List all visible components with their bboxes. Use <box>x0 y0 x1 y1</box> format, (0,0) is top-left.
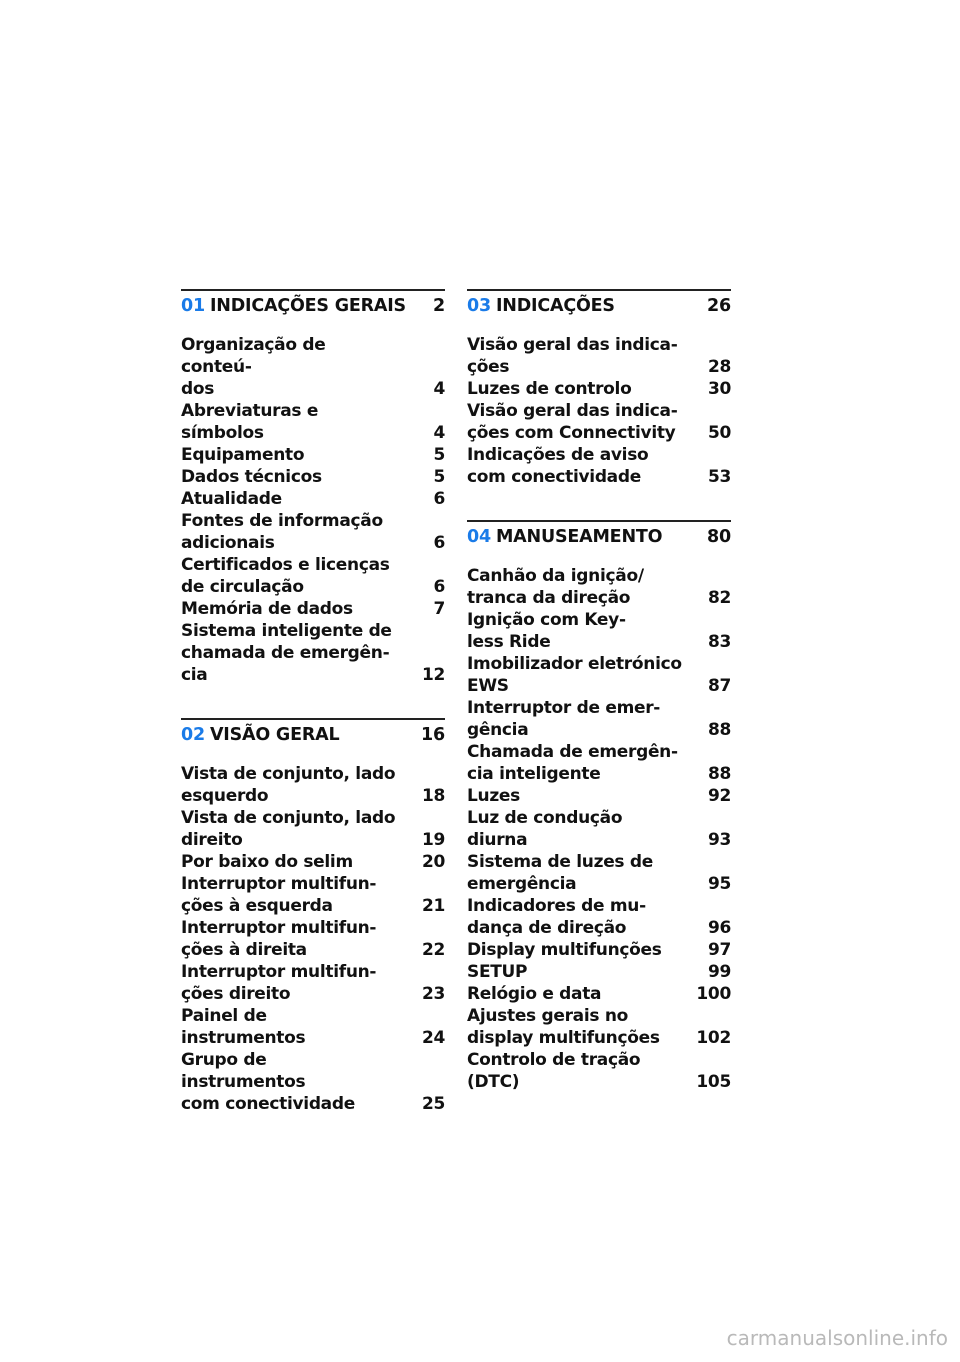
toc-entry[interactable] <box>467 807 731 851</box>
entry-page-number: 87 <box>707 676 731 696</box>
section-page-number: 26 <box>707 296 731 316</box>
toc-entry[interactable] <box>181 510 445 554</box>
entry-title: Luzes <box>467 786 520 806</box>
section-title-group <box>467 527 662 547</box>
entry-page-number: 6 <box>433 533 445 553</box>
entry-page-number: 20 <box>421 852 445 872</box>
entry-page-number: 5 <box>433 467 445 487</box>
toc-entry[interactable] <box>467 400 731 444</box>
entry-title: Interruptor multifun- ções à direita <box>181 918 377 960</box>
entry-page-number: 7 <box>433 599 445 619</box>
entry-title: SETUP <box>467 962 528 982</box>
section-title: INDICAÇÕES GERAIS <box>209 296 406 316</box>
entry-page-number: 53 <box>707 467 731 487</box>
entry-title: Sistema inteligente de chamada de emergên- cia <box>181 621 392 685</box>
toc-entry[interactable] <box>467 895 731 939</box>
entry-title: Atualidade <box>181 489 282 509</box>
toc-entry[interactable] <box>467 961 731 983</box>
entry-title: Imobilizador eletrónico EWS <box>467 654 682 696</box>
entry-page-number: 105 <box>696 1072 731 1092</box>
toc-entry[interactable] <box>467 939 731 961</box>
entry-title: Vista de conjunto, lado direito <box>181 808 396 850</box>
entry-title: Display multifunções <box>467 940 662 960</box>
entry-title: Por baixo do selim <box>181 852 353 872</box>
entry-page-number: 4 <box>433 423 445 443</box>
section-page-number: 2 <box>433 296 445 316</box>
entry-page-number: 99 <box>707 962 731 982</box>
entry-title: Memória de dados <box>181 599 353 619</box>
section-title-group <box>181 296 406 316</box>
entry-title: Organização de conteú- dos <box>181 335 326 399</box>
section-header[interactable] <box>467 520 731 555</box>
entry-page-number: 92 <box>707 786 731 806</box>
section-header[interactable] <box>181 718 445 753</box>
entry-title: Luzes de controlo <box>467 379 632 399</box>
entry-page-number: 97 <box>707 940 731 960</box>
toc-entry[interactable] <box>181 807 445 851</box>
toc-entry[interactable] <box>467 378 731 400</box>
toc-entry[interactable] <box>181 488 445 510</box>
entry-list <box>181 334 445 686</box>
toc-section <box>467 520 731 1093</box>
toc-entry[interactable] <box>467 334 731 378</box>
entry-page-number: 12 <box>421 665 445 685</box>
toc-entry[interactable] <box>467 565 731 609</box>
toc-entry[interactable] <box>181 400 445 444</box>
entry-title: Certificados e licenças de circulação <box>181 555 390 597</box>
entry-title: Fontes de informação adicionais <box>181 511 383 553</box>
toc-entry[interactable] <box>467 785 731 807</box>
toc-entry[interactable] <box>181 763 445 807</box>
toc-entry[interactable] <box>467 741 731 785</box>
entry-page-number: 22 <box>421 940 445 960</box>
toc-entry[interactable] <box>467 983 731 1005</box>
section-page-number: 80 <box>707 527 731 547</box>
entry-page-number: 96 <box>707 918 731 938</box>
toc-entry[interactable] <box>181 1005 445 1049</box>
entry-list <box>467 565 731 1093</box>
entry-title: Canhão da ignição/ tranca da direção <box>467 566 644 608</box>
entry-title: Chamada de emergên- cia inteligente <box>467 742 678 784</box>
toc-entry[interactable] <box>181 873 445 917</box>
entry-page-number: 4 <box>433 379 445 399</box>
entry-title: Vista de conjunto, lado esquerdo <box>181 764 396 806</box>
toc-entry[interactable] <box>181 444 445 466</box>
entry-title: Interruptor multifun- ções direito <box>181 962 377 1004</box>
entry-page-number: 5 <box>433 445 445 465</box>
entry-title: Painel de instrumentos <box>181 1006 306 1048</box>
section-title-group <box>181 725 339 745</box>
toc-entry[interactable] <box>467 1049 731 1093</box>
section-number: 02 <box>181 725 205 745</box>
entry-title: Interruptor multifun- ções à esquerda <box>181 874 377 916</box>
entry-page-number: 95 <box>707 874 731 894</box>
watermark: carmanualsonline.info <box>726 1326 948 1350</box>
entry-title: Ignição com Key- less Ride <box>467 610 626 652</box>
entry-title: Abreviaturas e símbolos <box>181 401 319 443</box>
entry-title: Sistema de luzes de emergência <box>467 852 653 894</box>
toc-entry[interactable] <box>467 609 731 653</box>
entry-page-number: 83 <box>707 632 731 652</box>
entry-page-number: 88 <box>707 764 731 784</box>
entry-page-number: 88 <box>707 720 731 740</box>
toc-entry[interactable] <box>467 444 731 488</box>
toc-entry[interactable] <box>181 917 445 961</box>
toc-entry[interactable] <box>181 851 445 873</box>
section-title: MANUSEAMENTO <box>495 527 663 547</box>
entry-page-number: 50 <box>707 423 731 443</box>
entry-title: Grupo de instrumentos com conectividade <box>181 1050 355 1114</box>
section-header[interactable] <box>467 289 731 324</box>
entry-page-number: 23 <box>421 984 445 1004</box>
entry-page-number: 21 <box>421 896 445 916</box>
entry-title: Visão geral das indica- ções <box>467 335 678 377</box>
toc-entry[interactable] <box>181 598 445 620</box>
entry-page-number: 102 <box>696 1028 731 1048</box>
entry-title: Indicações de aviso com conectividade <box>467 445 649 487</box>
entry-title: Luz de condução diurna <box>467 808 623 850</box>
toc-right-column <box>467 289 731 1093</box>
entry-page-number: 6 <box>433 577 445 597</box>
entry-title: Indicadores de mu- dança de direção <box>467 896 646 938</box>
entry-page-number: 100 <box>696 984 731 1004</box>
toc-entry[interactable] <box>467 851 731 895</box>
entry-page-number: 30 <box>707 379 731 399</box>
toc-entry[interactable] <box>467 1005 731 1049</box>
entry-title: Equipamento <box>181 445 305 465</box>
entry-title: Controlo de tração (DTC) <box>467 1050 641 1092</box>
toc-entry[interactable] <box>181 554 445 598</box>
section-title: VISÃO GERAL <box>209 725 340 745</box>
section-number: 04 <box>467 527 491 547</box>
toc-entry[interactable] <box>181 466 445 488</box>
toc-section <box>181 289 445 686</box>
toc-entry[interactable] <box>181 961 445 1005</box>
section-header[interactable] <box>181 289 445 324</box>
entry-page-number: 18 <box>421 786 445 806</box>
section-title: INDICAÇÕES <box>495 296 615 316</box>
entry-list <box>467 334 731 488</box>
toc-entry[interactable] <box>181 620 445 686</box>
entry-page-number: 82 <box>707 588 731 608</box>
section-number: 01 <box>181 296 205 316</box>
entry-title: Relógio e data <box>467 984 602 1004</box>
toc-entry[interactable] <box>467 697 731 741</box>
entry-list <box>181 763 445 1115</box>
entry-page-number: 25 <box>421 1094 445 1114</box>
entry-page-number: 19 <box>421 830 445 850</box>
entry-title: Visão geral das indica- ções com Connectivity <box>467 401 678 443</box>
entry-page-number: 28 <box>707 357 731 377</box>
entry-page-number: 6 <box>433 489 445 509</box>
section-number: 03 <box>467 296 491 316</box>
toc-section <box>467 289 731 488</box>
toc-left-column <box>181 289 445 1115</box>
toc-entry[interactable] <box>181 334 445 400</box>
section-title-group <box>467 296 615 316</box>
entry-page-number: 93 <box>707 830 731 850</box>
toc-section <box>181 718 445 1115</box>
entry-page-number: 24 <box>421 1028 445 1048</box>
entry-title: Interruptor de emer- gência <box>467 698 661 740</box>
entry-title: Ajustes gerais no display multifunções <box>467 1006 660 1048</box>
entry-title: Dados técnicos <box>181 467 322 487</box>
section-page-number: 16 <box>421 725 445 745</box>
toc-entry[interactable] <box>181 1049 445 1115</box>
toc-entry[interactable] <box>467 653 731 697</box>
